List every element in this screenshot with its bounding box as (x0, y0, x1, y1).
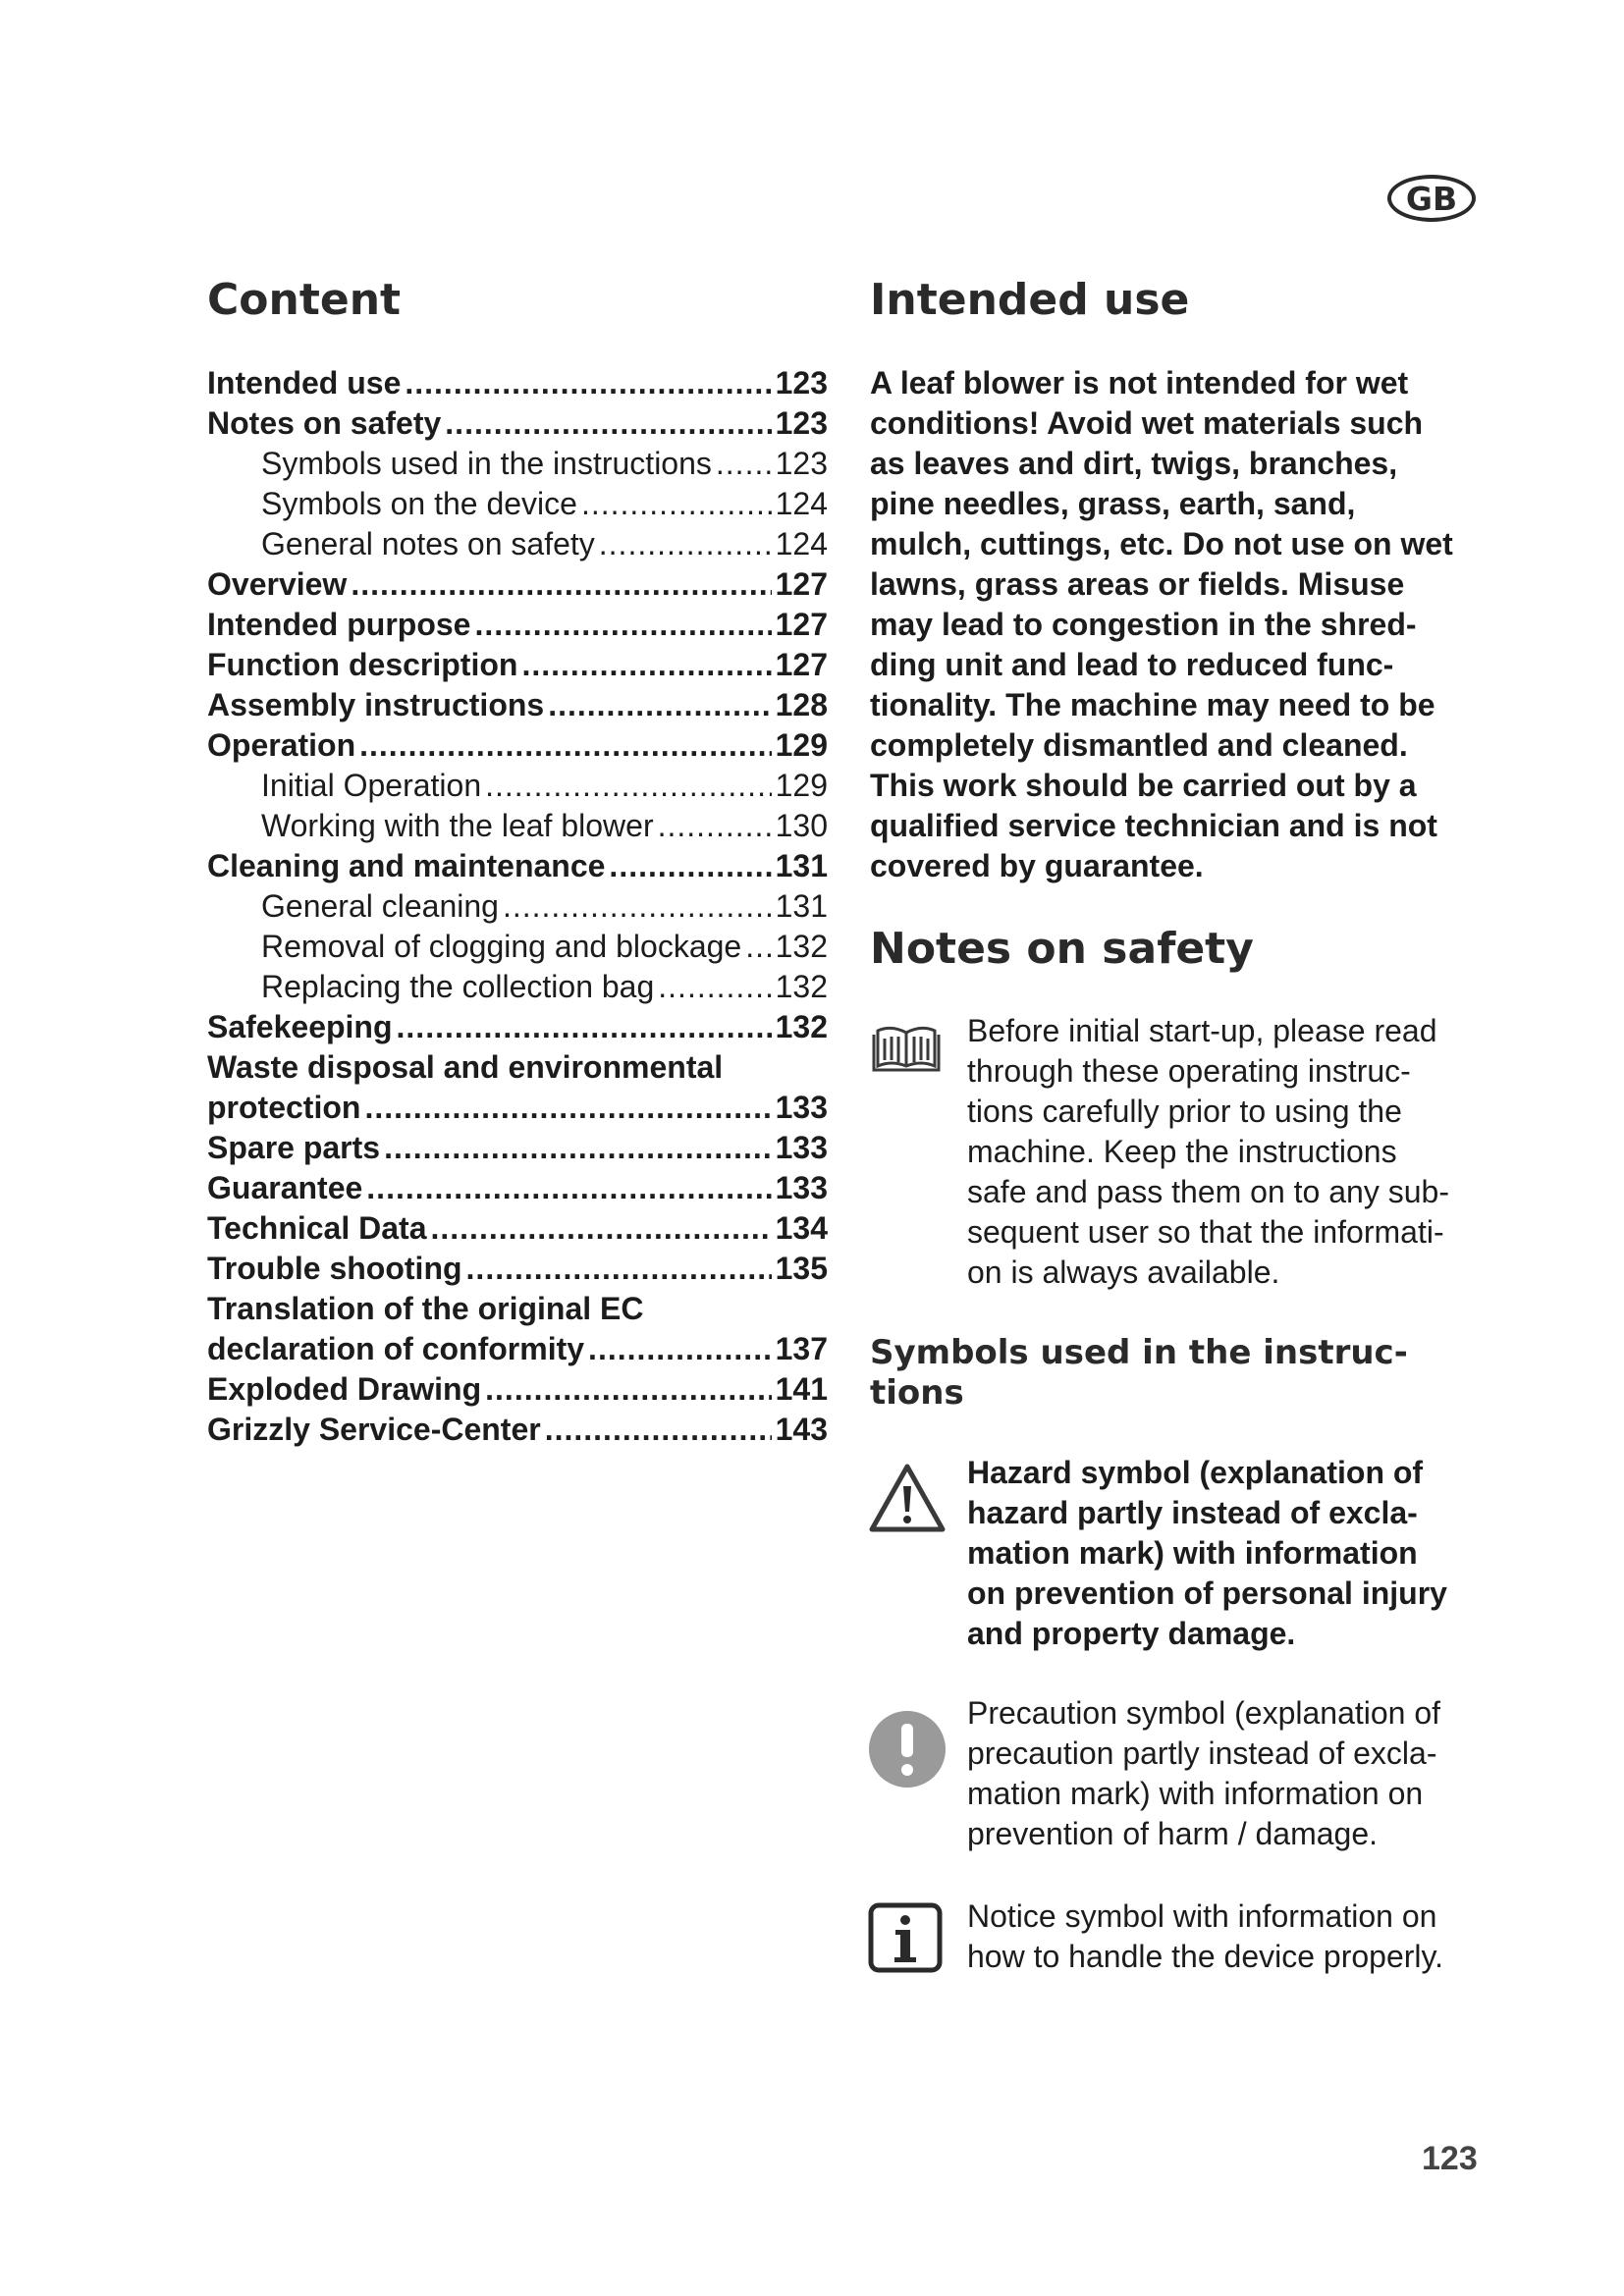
toc-leader-dots (545, 1410, 772, 1450)
toc-entry-page: 130 (775, 808, 828, 843)
toc-entry (207, 645, 828, 685)
text-line: precaution partly instead of excla- (967, 1735, 1437, 1771)
text-line: may lead to congestion in the shred- (870, 607, 1417, 642)
toc-entry-page: 123 (775, 365, 828, 400)
intended-use-heading: Intended use (870, 275, 1190, 325)
toc-entry (207, 484, 828, 524)
toc-entry (207, 524, 828, 564)
toc-entry (207, 1007, 828, 1047)
toc-leader-dots (366, 1168, 771, 1208)
toc-entry-page: 133 (775, 1090, 828, 1125)
toc-entry-label: protection (207, 1090, 361, 1125)
intended-use-text (870, 363, 1453, 886)
read-manual-book-icon (870, 1021, 943, 1076)
toc-entry (207, 444, 828, 484)
toc-entry (207, 967, 828, 1007)
toc-entry-label: General cleaning (261, 888, 499, 924)
toc-leader-dots (351, 564, 771, 605)
toc-entry-page: 124 (775, 486, 828, 521)
toc-leader-dots (521, 645, 771, 685)
toc-leader-dots (359, 725, 771, 766)
text-line: prevention of harm / damage. (967, 1816, 1379, 1851)
toc-entry (207, 363, 828, 403)
toc-entry (207, 564, 828, 605)
toc-entry-label: Overview (207, 566, 348, 602)
toc-entry-page: 129 (775, 727, 828, 763)
toc-entry-label: Grizzly Service-Center (207, 1412, 541, 1447)
toc-leader-dots (658, 967, 771, 1007)
toc-entry (207, 403, 828, 444)
toc-entry (207, 806, 828, 846)
text-line: qualified service technician and is not (870, 808, 1437, 843)
toc-entry-label: Trouble shooting (207, 1251, 462, 1286)
text-line: mation mark) with information on (967, 1776, 1424, 1811)
text-line: ding unit and lead to reduced func- (870, 647, 1394, 682)
hazard-warning-triangle-icon (868, 1463, 947, 1533)
text-line: machine. Keep the instructions (967, 1134, 1397, 1169)
toc-entry (207, 886, 828, 927)
toc-entry-label: Initial Operation (261, 768, 482, 803)
page-number: 123 (1422, 2140, 1478, 2177)
toc-entry-label: declaration of conformity (207, 1331, 585, 1366)
toc-entry-page: 133 (775, 1130, 828, 1165)
text-line: how to handle the device properly. (967, 1939, 1444, 1974)
toc-entry-label: Guarantee (207, 1170, 363, 1205)
toc-entry (207, 1088, 828, 1128)
text-line: tionality. The machine may need to be (870, 687, 1435, 722)
toc-entry (207, 766, 828, 806)
notice-info-icon (868, 1902, 943, 1973)
toc-leader-dots (405, 363, 771, 403)
toc-entry-label: Translation of the original EC (207, 1291, 644, 1326)
toc-leader-dots (588, 1329, 772, 1369)
toc-entry-page: 129 (775, 768, 828, 803)
text-line: safe and pass them on to any sub- (967, 1174, 1449, 1209)
toc-entry-page: 131 (775, 888, 828, 924)
toc-entry-page: 135 (775, 1251, 828, 1286)
toc-entry (207, 1410, 828, 1450)
toc-entry (207, 1208, 828, 1249)
toc-leader-dots (503, 886, 772, 927)
toc-entry-label: Waste disposal and environmental (207, 1049, 724, 1085)
table-of-contents (207, 363, 828, 1450)
toc-leader-dots (397, 1007, 772, 1047)
text-line: on is always available. (967, 1255, 1280, 1290)
notes-on-safety-heading: Notes on safety (870, 924, 1254, 974)
toc-leader-dots (548, 685, 771, 725)
toc-leader-dots (445, 403, 771, 444)
toc-entry-label: Replacing the collection bag (261, 969, 655, 1004)
toc-entry-label: Working with the leaf blower (261, 808, 654, 843)
toc-entry (207, 1329, 828, 1369)
toc-entry-label: Spare parts (207, 1130, 381, 1165)
toc-entry-label: Intended purpose (207, 607, 471, 642)
text-line: This work should be carried out by a (870, 768, 1417, 803)
toc-entry (207, 725, 828, 766)
toc-entry-page: 123 (775, 405, 828, 441)
toc-entry-page: 127 (775, 607, 828, 642)
toc-entry-page: 132 (775, 929, 828, 964)
text-line: tions carefully prior to using the (967, 1094, 1402, 1129)
toc-entry-page: 128 (775, 687, 828, 722)
toc-leader-dots (485, 1369, 771, 1410)
text-line: Symbols used in the instruc- (870, 1333, 1408, 1372)
toc-entry-page: 141 (775, 1371, 828, 1407)
text-line: A leaf blower is not intended for wet (870, 365, 1409, 400)
toc-entry (207, 685, 828, 725)
toc-entry-label: Assembly instructions (207, 687, 545, 722)
toc-leader-dots (430, 1208, 771, 1249)
toc-entry-page: 134 (775, 1210, 828, 1246)
toc-leader-dots (466, 1249, 772, 1289)
toc-entry-label: Exploded Drawing (207, 1371, 482, 1407)
toc-entry-label: Operation (207, 727, 356, 763)
content-heading: Content (207, 275, 402, 325)
toc-entry (207, 1369, 828, 1410)
toc-entry-label: Symbols used in the instructions (261, 446, 712, 481)
toc-entry-page: 133 (775, 1170, 828, 1205)
text-line: completely dismantled and cleaned. (870, 727, 1408, 763)
toc-entry (207, 927, 828, 967)
hazard-symbol-text (967, 1453, 1447, 1654)
toc-leader-dots (745, 927, 771, 967)
text-line: covered by guarantee. (870, 848, 1204, 883)
toc-entry-page: 143 (775, 1412, 828, 1447)
toc-entry-label: Removal of clogging and blockage (261, 929, 742, 964)
text-line: mulch, cuttings, etc. Do not use on wet (870, 526, 1453, 561)
text-line: lawns, grass areas or fields. Misuse (870, 566, 1405, 602)
text-line: as leaves and dirt, twigs, branches, (870, 446, 1398, 481)
toc-leader-dots (384, 1128, 772, 1168)
text-line: mation mark) with information (967, 1535, 1418, 1571)
toc-leader-dots (599, 524, 772, 564)
text-line: on prevention of personal injury (967, 1575, 1447, 1611)
toc-entry-page: 137 (775, 1331, 828, 1366)
notes-on-safety-text (967, 1011, 1449, 1293)
toc-entry-page: 132 (775, 1009, 828, 1044)
text-line: conditions! Avoid wet materials such (870, 405, 1424, 441)
toc-entry-label: Function description (207, 647, 518, 682)
toc-entry (207, 1249, 828, 1289)
toc-entry (207, 1168, 828, 1208)
toc-entry-label: Technical Data (207, 1210, 427, 1246)
toc-entry-page: 123 (775, 446, 828, 481)
text-line: Precaution symbol (explanation of (967, 1695, 1441, 1731)
toc-entry (207, 605, 828, 645)
notice-symbol-text (967, 1896, 1443, 1977)
symbols-heading (870, 1333, 1408, 1414)
toc-entry (207, 1047, 828, 1088)
text-line: through these operating instruc- (967, 1053, 1411, 1089)
text-line: tions (870, 1373, 964, 1413)
toc-leader-dots (581, 484, 772, 524)
toc-entry-page: 127 (775, 566, 828, 602)
toc-leader-dots (364, 1088, 771, 1128)
text-line: Notice symbol with information on (967, 1898, 1437, 1934)
toc-entry (207, 846, 828, 886)
toc-entry-page: 127 (775, 647, 828, 682)
toc-entry-label: General notes on safety (261, 526, 595, 561)
toc-entry-page: 132 (775, 969, 828, 1004)
precaution-exclamation-icon (868, 1710, 947, 1789)
toc-entry-page: 124 (775, 526, 828, 561)
toc-leader-dots (485, 766, 771, 806)
toc-entry-label: Safekeeping (207, 1009, 393, 1044)
text-line: sequent user so that the informati- (967, 1214, 1444, 1250)
toc-entry-label: Cleaning and maintenance (207, 848, 606, 883)
toc-leader-dots (658, 806, 772, 846)
toc-entry (207, 1289, 828, 1329)
toc-entry-page: 131 (775, 848, 828, 883)
text-line: pine needles, grass, earth, sand, (870, 486, 1356, 521)
text-line: hazard partly instead of excla- (967, 1495, 1418, 1530)
toc-entry-label: Intended use (207, 365, 402, 400)
toc-leader-dots (474, 605, 771, 645)
language-badge: GB (1387, 175, 1476, 222)
text-line: Hazard symbol (explanation of (967, 1455, 1424, 1490)
toc-leader-dots (609, 846, 771, 886)
toc-entry-label: Symbols on the device (261, 486, 577, 521)
precaution-symbol-text (967, 1693, 1440, 1854)
text-line: and property damage. (967, 1616, 1296, 1651)
text-line: Before initial start-up, please read (967, 1013, 1437, 1048)
toc-leader-dots (716, 444, 772, 484)
toc-entry (207, 1128, 828, 1168)
toc-entry-label: Notes on safety (207, 405, 442, 441)
